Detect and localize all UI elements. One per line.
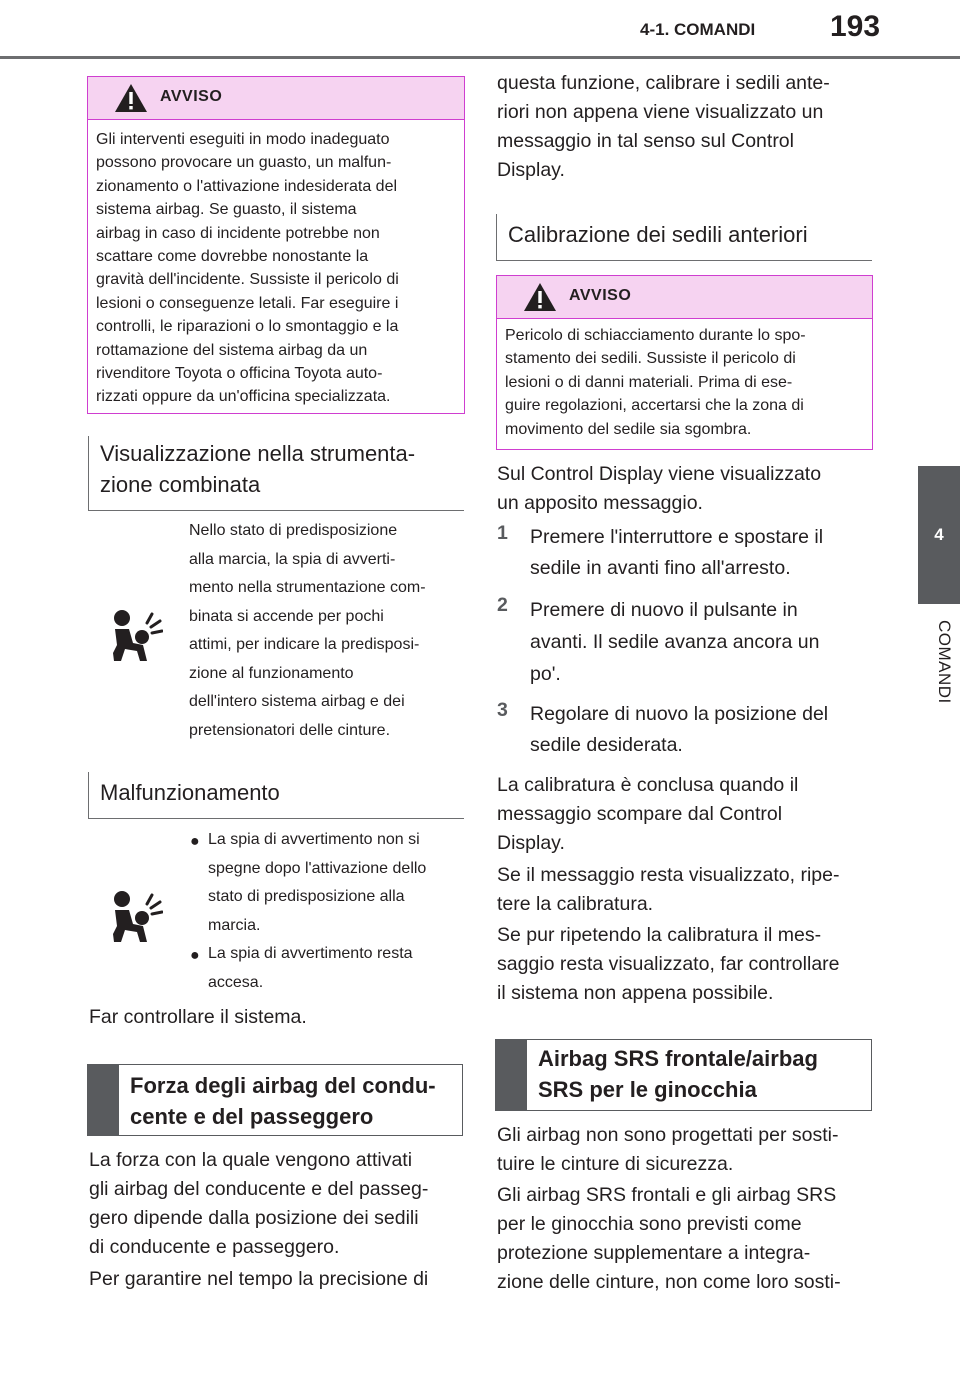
text-line: La spia di avvertimento resta <box>208 945 413 962</box>
airbag-warning-icon <box>111 609 163 663</box>
header-divider <box>0 56 960 59</box>
warning-header <box>88 77 464 120</box>
text-line: zione delle cinture, non come loro sosti- <box>497 1271 841 1293</box>
section-title-seat-calibration: Calibrazione dei sedili anteriori <box>508 222 808 247</box>
warning-line: guire regolazioni, accertarsi che la zona di <box>505 397 804 415</box>
warning-line: lesioni o conseguenze letali. Far eseguire i <box>96 294 399 312</box>
text-line: Nello stato di predisposizione <box>189 522 398 539</box>
text-line: Regolare di nuovo la posizione del <box>530 703 829 725</box>
section-title-line: cente e del passeggero <box>130 1104 374 1129</box>
body-text <box>497 460 821 518</box>
bullet-dot: ● <box>190 833 200 850</box>
header-section-title: 4-1. COMANDI <box>640 20 756 39</box>
section-title-line: Visualizzazione nella strumenta- <box>100 441 416 466</box>
bullet-text <box>208 826 426 940</box>
body-text <box>497 771 798 858</box>
warning-line: rizzati oppure da un'officina specializzata. <box>96 388 391 406</box>
text-line: saggio resta visualizzato, far controllare <box>497 953 840 975</box>
warning-label: AVVISO <box>160 88 223 105</box>
body-text <box>497 861 839 919</box>
section-title-line: Airbag SRS frontale/airbag <box>538 1046 818 1071</box>
warning-line: controlli, le riparazioni o lo smontaggio e la <box>96 318 399 336</box>
warning-line: Gli interventi eseguiti in modo inadeguato <box>96 131 390 148</box>
body-text <box>89 1146 428 1262</box>
text-line: messaggio in tal senso sul Control <box>497 130 794 152</box>
text-line: mento nella strumentazione com- <box>189 579 426 596</box>
warning-box-seat <box>496 275 873 450</box>
text-line: zione al funzionamento <box>189 664 354 682</box>
section-header-box <box>495 1039 872 1111</box>
text-line: gli airbag del conducente e del passeg- <box>89 1178 429 1200</box>
text-line: messaggio scompare dal Control <box>497 803 783 825</box>
text-line: sedile desiderata. <box>530 734 683 756</box>
text-line: La forza con la quale vengono attivati <box>89 1149 413 1171</box>
step-number: 2 <box>497 594 508 616</box>
section-text <box>189 517 426 745</box>
step-text <box>530 699 828 761</box>
text-line: gero dipende dalla posizione dei sedili <box>89 1207 419 1229</box>
text-line: po'. <box>530 663 561 685</box>
section-header-box <box>87 1064 463 1136</box>
text-line: Sul Control Display viene visualizzato <box>497 463 822 485</box>
text-line: marcia. <box>208 916 261 934</box>
section-divider <box>496 260 872 261</box>
section-title-instrument-cluster <box>100 438 415 500</box>
text-line: avanti. Il sedile avanza ancora un <box>530 631 820 653</box>
page-number: 193 <box>830 10 881 43</box>
text-line: La calibratura è conclusa quando il <box>497 774 799 796</box>
warning-line: sistema airbag. Se guasto, il sistema <box>96 201 357 219</box>
text-line: Gli airbag non sono progettati per sosti- <box>497 1124 839 1146</box>
chapter-number: 4 <box>934 525 944 544</box>
text-line: Per garantire nel tempo la precisione di <box>89 1268 429 1290</box>
section-marker <box>88 436 89 510</box>
warning-line: possono provocare un guasto, un malfun- <box>96 154 392 172</box>
bullet-dot: ● <box>190 947 200 964</box>
warning-line: airbag in caso di incidente potrebbe non <box>96 224 380 242</box>
warning-line: rivenditore Toyota o officina Toyota auto- <box>96 365 383 383</box>
section-title-airbag-force <box>130 1070 436 1132</box>
text-line: binata si accende per pochi <box>189 607 384 625</box>
text-line: Display. <box>497 832 565 854</box>
text-line: Gli airbag SRS frontali e gli airbag SRS <box>497 1184 837 1206</box>
text-line: riori non appena viene visualizzato un <box>497 101 824 123</box>
body-text <box>89 1265 428 1294</box>
text-line: questa funzione, calibrare i sedili ante- <box>497 72 830 94</box>
section-title-malfunction: Malfunzionamento <box>100 780 280 805</box>
text-line: Display. <box>497 159 565 181</box>
chapter-label: COMANDI <box>935 620 954 704</box>
chapter-tab <box>918 466 960 604</box>
text-line: spegne dopo l'attivazione dello <box>208 859 427 877</box>
warning-text <box>497 319 872 441</box>
text-line: protezione supplementare a integra- <box>497 1242 811 1264</box>
warning-triangle-icon <box>114 83 148 113</box>
section-strip <box>496 1040 527 1110</box>
warning-text <box>88 120 464 409</box>
warning-header <box>497 276 872 319</box>
step-number: 1 <box>497 522 508 544</box>
step-text <box>530 594 819 690</box>
body-text <box>497 921 840 1008</box>
warning-line: scattare come dovrebbe nonostante la <box>96 248 369 266</box>
text-line: stato di predisposizione alla <box>208 888 405 905</box>
text-line: attimi, per indicare la predisposi- <box>189 636 420 653</box>
bullet-text <box>208 940 413 997</box>
section-title-line: zione combinata <box>100 472 261 497</box>
warning-box-airbag <box>87 76 465 414</box>
body-text <box>497 69 830 185</box>
text-line: pretensionatori delle cinture. <box>189 721 391 739</box>
text-line: La spia di avvertimento non si <box>208 831 420 848</box>
warning-line: stamento dei sedili. Sussiste il pericolo di <box>505 350 796 368</box>
text-line: Premere l'interruttore e spostare il <box>530 526 824 548</box>
warning-triangle-icon <box>523 282 557 312</box>
warning-line: gravità dell'incidente. Sussiste il pericolo di <box>96 271 399 289</box>
section-title-srs-airbag <box>538 1043 818 1105</box>
body-text: Far controllare il sistema. <box>89 1006 307 1028</box>
airbag-warning-icon <box>111 890 163 944</box>
text-line: tuire le cinture di sicurezza. <box>497 1153 734 1175</box>
text-line: il sistema non appena possibile. <box>497 982 774 1004</box>
warning-line: zionamento o l'attivazione indesiderata del <box>96 177 398 195</box>
section-divider <box>88 510 464 511</box>
step-text <box>530 522 823 584</box>
section-divider <box>88 818 464 819</box>
warning-line: lesioni o di danni materiali. Prima di ese- <box>505 373 793 391</box>
body-text <box>497 1121 838 1179</box>
text-line: di conducente e passeggero. <box>89 1236 340 1258</box>
warning-line: rottamazione del sistema airbag da un <box>96 341 368 359</box>
text-line: per le ginocchia sono previsti come <box>497 1213 802 1235</box>
section-marker <box>496 214 497 260</box>
text-line: accesa. <box>208 973 264 991</box>
warning-label: AVVISO <box>569 287 632 304</box>
text-line: Se pur ripetendo la calibratura il mes- <box>497 924 822 946</box>
section-strip <box>88 1065 119 1135</box>
section-marker <box>88 772 89 818</box>
text-line: dell'intero sistema airbag e dei <box>189 693 405 710</box>
section-title-line: SRS per le ginocchia <box>538 1077 757 1102</box>
warning-line: Pericolo di schiacciamento durante lo spo- <box>505 327 806 344</box>
text-line: Premere di nuovo il pulsante in <box>530 599 798 621</box>
text-line: sedile in avanti fino all'arresto. <box>530 557 791 579</box>
text-line: alla marcia, la spia di avverti- <box>189 550 396 568</box>
step-number: 3 <box>497 699 508 721</box>
text-line: tere la calibratura. <box>497 893 654 915</box>
warning-line: movimento del sedile sia sgombra. <box>505 420 752 438</box>
text-line: Se il messaggio resta visualizzato, ripe- <box>497 864 840 886</box>
section-title-line: Forza degli airbag del condu- <box>130 1073 436 1098</box>
body-text <box>497 1181 841 1297</box>
text-line: un apposito messaggio. <box>497 492 703 514</box>
